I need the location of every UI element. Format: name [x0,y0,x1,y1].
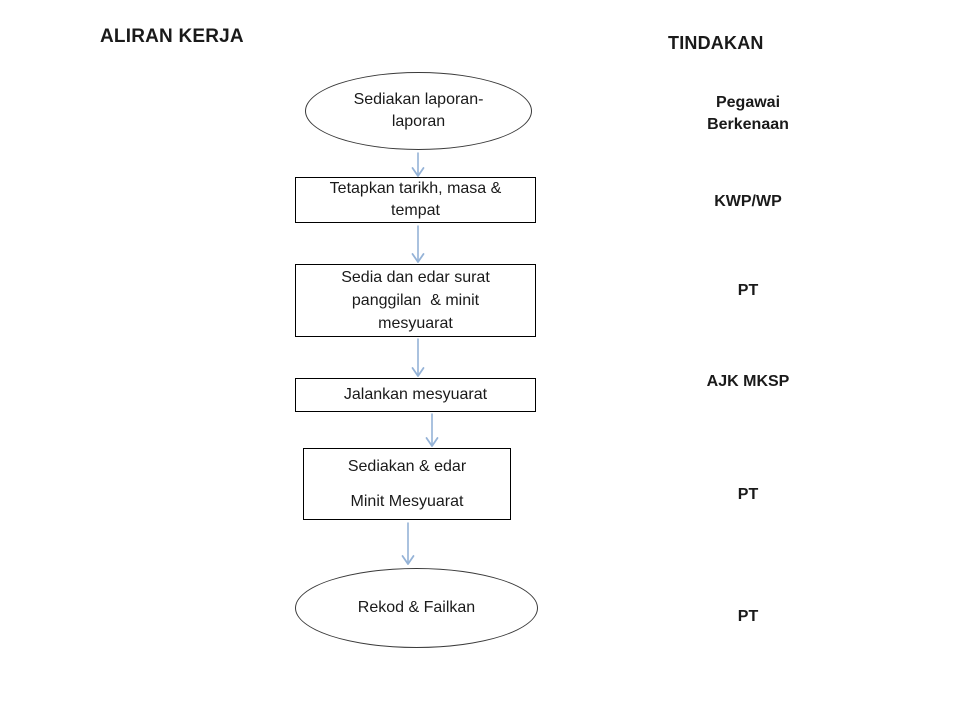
action-label-kwp-wp [648,192,848,212]
flow-node-text: Minit Mesyuarat [350,492,464,510]
action-label-pt-2 [648,485,848,505]
flow-node-text: Sediakan laporan- [353,91,484,108]
flow-node-text: Tetapkan tarikh, masa & [329,180,502,197]
flow-node-text: mesyuarat [378,315,453,332]
action-label-text: PT [737,608,759,625]
action-label-pt-3 [648,607,848,627]
flow-node-tetapkan-tarikh [295,177,536,223]
action-label-text: KWP/WP [714,193,782,210]
flow-node-text: tempat [391,202,440,219]
flow-arrow-5 [403,523,414,564]
flow-node-text: Jalankan mesyuarat [343,386,488,403]
flow-node-text: Sedia dan edar surat [341,269,490,286]
flow-node-text: Sediakan & edar [347,457,467,475]
actions-column [648,0,848,720]
action-label-text: PT [737,282,759,299]
action-label-text: Berkenaan [707,116,789,133]
flow-node-text: panggilan & minit [351,292,480,309]
flow-node-rekod-failkan [295,568,538,648]
action-label-text: PT [737,486,759,503]
flow-node-sedia-edar-surat [295,264,536,337]
action-label-text: AJK MKSP [706,373,790,390]
flow-node-sediakan-laporan [305,72,532,150]
flow-node-text: Rekod & Failkan [357,599,476,616]
flow-node-text: laporan [391,113,446,130]
flow-node-sediakan-edar-minit [303,448,511,520]
flow-arrow-1 [413,153,424,176]
action-label-text: Pegawai [715,94,781,111]
flow-arrow-3 [413,339,424,376]
flow-arrow-2 [413,226,424,262]
action-label-pt-1 [648,281,848,301]
action-label-pegawai-berkenaan [648,92,848,136]
action-label-ajk-mksp [648,372,848,392]
flow-node-jalankan-mesyuarat [295,378,536,412]
flow-arrow-4 [427,414,438,446]
action-column-title: TINDAKAN [668,33,764,53]
workflow-column-title: ALIRAN KERJA [100,26,244,47]
